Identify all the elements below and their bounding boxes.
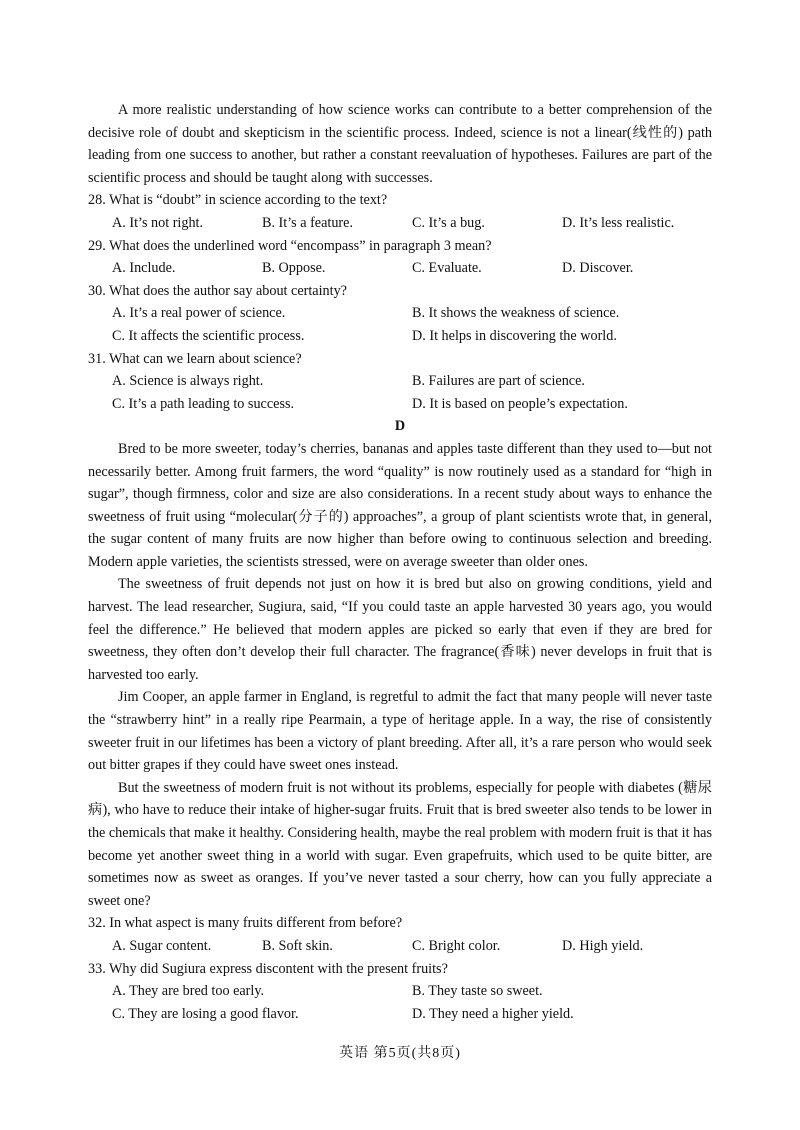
question-32: 32. In what aspect is many fruits different from before? (88, 915, 403, 932)
option-b: B. They taste so sweet. (412, 983, 543, 1000)
option-d: D. Discover. (562, 260, 634, 277)
option-c: C. It affects the scientific process. (112, 327, 305, 344)
question-31-options-row1 (88, 370, 712, 393)
question-30-options-row2 (88, 325, 712, 348)
question-33-options-row1 (88, 980, 712, 1003)
question-30: 30. What does the author say about certainty? (88, 282, 347, 299)
option-c: C. Bright color. (412, 937, 501, 954)
question-33-options-row2 (88, 1003, 712, 1026)
page-content (88, 99, 712, 1025)
option-b: B. Failures are part of science. (412, 373, 585, 390)
option-d: D. It’s less realistic. (562, 214, 675, 231)
intro-paragraph: A more realistic understanding of how science works can contribute to a better comprehension of the decisive role of doubt and skepticism in the scientific process. Indeed, science is not a linear(线性的) path leading from one success to another, but rather a constant reevaluation of hypotheses. Failures are part of the scientific process and should be taught along with successes. (88, 102, 712, 186)
passage-d-paragraph-2: The sweetness of fruit depends not just on how it is bred but also on growing conditions, yield and harvest. The lead researcher, Sugiura, said, “If you could taste an apple harvested 30 years ago, you would feel the difference.” He believed that modern apples are picked so early that even if they are bred for sweetness, they often don’t develop their full character. The fragrance(香味) never develops in fruit that is harvested too early. (88, 576, 712, 683)
option-d: D. It is based on people’s expectation. (412, 395, 628, 412)
passage-d-paragraph-1: Bred to be more sweeter, today’s cherries, bananas and apples taste different than they used to—but not necessarily better. Among fruit farmers, the word “quality” is now routinely used as a standard for “high in sugar”, though firmness, color and size are also considerations. In a recent study about ways to enhance the sweetness of fruit using “molecular(分子的) approaches”, a group of plant scientists wrote that, in general, the sugar content of many fruits are now higher than before owing to continuous selection and breeding. Modern apple varieties, the scientists stressed, were on average sweeter than older ones. (88, 440, 712, 570)
passage-d-paragraph-3: Jim Cooper, an apple farmer in England, is regretful to admit the fact that many people will never taste the “strawberry hint” in a really ripe Pearmain, a type of heritage apple. In a way, the rise of consistently sweeter fruit in our lifetimes has been a victory of plant breeding. After all, it’s a rare person who would seek out bitter grapes if they could have sweet ones instead. (88, 689, 712, 774)
question-30-options-row1 (88, 302, 712, 325)
option-d: D. It helps in discovering the world. (412, 327, 617, 344)
question-31: 31. What can we learn about science? (88, 350, 302, 367)
option-d: D. They need a higher yield. (412, 1005, 574, 1022)
option-a: A. Include. (112, 260, 176, 277)
question-29-options (88, 257, 712, 280)
option-a: A. Sugar content. (112, 937, 212, 954)
option-a: A. It’s not right. (112, 214, 204, 231)
option-d: D. High yield. (562, 937, 644, 954)
question-28: 28. What is “doubt” in science according to the text? (88, 192, 388, 209)
question-29: 29. What does the underlined word “encompass” in paragraph 3 mean? (88, 237, 492, 254)
question-31-options-row2 (88, 393, 712, 416)
question-33: 33. Why did Sugiura express discontent with the present fruits? (88, 960, 448, 977)
option-b: B. It shows the weakness of science. (412, 305, 620, 322)
option-a: A. Science is always right. (112, 373, 264, 390)
passage-d-paragraph-4: But the sweetness of modern fruit is not without its problems, especially for people with diabetes (糖尿病), who have to reduce their intake of higher-sugar fruits. Fruit that is bred sweeter also tends to be lower in the chemicals that make it healthy. Considering health, maybe the real problem with modern fruit is that it has become yet another sweet thing in a world with sugar. Even grapefruits, which used to be quite bitter, are sometimes now as sweet as oranges. If you’ve never tasted a sour cherry, how can you fully appreciate a sweet one? (88, 779, 712, 909)
option-c: C. They are losing a good flavor. (112, 1005, 299, 1022)
section-d-heading: D (394, 418, 406, 435)
option-b: B. It’s a feature. (262, 214, 353, 231)
question-28-options (88, 212, 712, 235)
option-b: B. Oppose. (262, 260, 326, 277)
option-c: C. It’s a path leading to success. (112, 395, 295, 412)
page-footer: 英语 第5页(共8页) (339, 1046, 461, 1061)
option-a: A. They are bred too early. (112, 983, 265, 1000)
option-c: C. It’s a bug. (412, 214, 485, 231)
option-c: C. Evaluate. (412, 260, 482, 277)
question-32-options (88, 935, 712, 958)
option-a: A. It’s a real power of science. (112, 305, 286, 322)
option-b: B. Soft skin. (262, 937, 333, 954)
